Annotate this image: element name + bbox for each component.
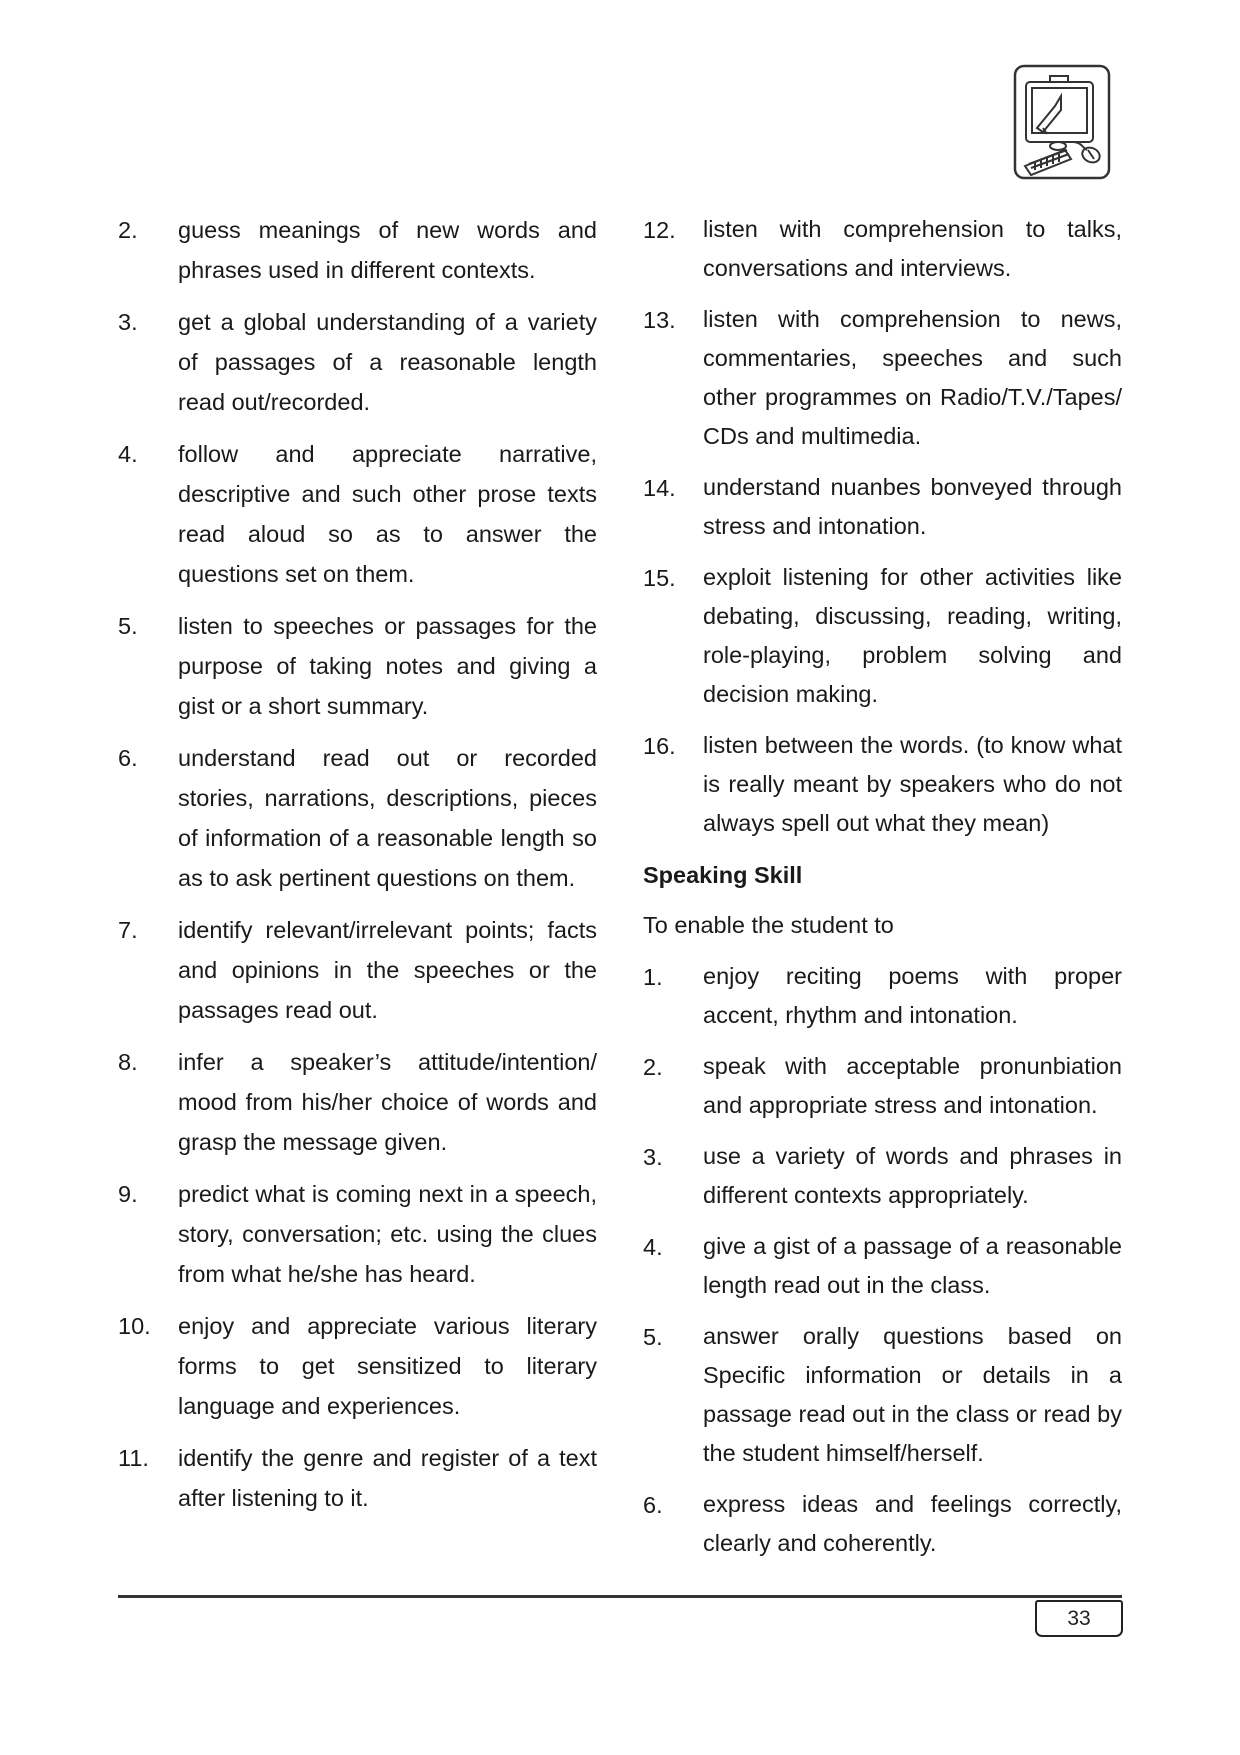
item-number: 13. xyxy=(643,307,676,333)
item-number: 9. xyxy=(118,1181,138,1207)
item-number: 7. xyxy=(118,917,138,943)
item-text: use a variety of words and phrases in different contexts appropriately. xyxy=(703,1143,1122,1208)
list-item xyxy=(118,910,597,1030)
item-text: listen between the words. (to know what is really meant by speakers who do not always spell out what they mean) xyxy=(703,732,1122,836)
item-number: 4. xyxy=(643,1234,663,1260)
list-item xyxy=(118,738,597,898)
list-item xyxy=(643,1137,1122,1215)
item-text: speak with acceptable pronunbiation and appropriate stress and intonation. xyxy=(703,1053,1122,1118)
list-item xyxy=(643,1317,1122,1473)
item-text: answer orally questions based on Specific information or details in a passage read out in the class or read by the student himself/herself. xyxy=(703,1323,1122,1466)
item-number: 14. xyxy=(643,475,676,501)
item-text: identify relevant/irrelevant points; facts and opinions in the speeches or the passages read out. xyxy=(178,917,597,1023)
list-item xyxy=(118,434,597,594)
item-number: 8. xyxy=(118,1049,138,1075)
item-number: 12. xyxy=(643,217,676,243)
item-text: listen to speeches or passages for the purpose of taking notes and giving a gist or a short summary. xyxy=(178,613,597,719)
item-text: listen with comprehension to talks, conversations and interviews. xyxy=(703,216,1122,281)
item-text: predict what is coming next in a speech, story, conversation; etc. using the clues from what he/she has heard. xyxy=(178,1181,597,1287)
item-text: understand read out or recorded stories, narrations, descriptions, pieces of information of a reasonable length so as to ask pertinent questions on them. xyxy=(178,745,597,891)
item-text: give a gist of a passage of a reasonable length read out in the class. xyxy=(703,1233,1122,1298)
item-text: express ideas and feelings correctly, clearly and coherently. xyxy=(703,1491,1122,1556)
item-number: 4. xyxy=(118,441,138,467)
list-item xyxy=(118,606,597,726)
item-number: 3. xyxy=(643,1144,663,1170)
item-text: listen with comprehension to news, commentaries, speeches and such other programmes on Radio/T.V./Tapes/ CDs and multimedia. xyxy=(703,306,1122,449)
item-number: 5. xyxy=(643,1324,663,1350)
list-item xyxy=(643,300,1122,456)
list-item xyxy=(118,1174,597,1294)
item-number: 10. xyxy=(118,1313,151,1339)
section-heading: Speaking Skill xyxy=(643,862,803,888)
list-item xyxy=(643,1227,1122,1305)
item-text: exploit listening for other activities like debating, discussing, reading, writing, role-playing, problem solving and decision making. xyxy=(703,564,1122,707)
item-text: understand nuanbes bonveyed through stress and intonation. xyxy=(703,474,1122,539)
list-item xyxy=(643,726,1122,843)
item-text: identify the genre and register of a text after listening to it. xyxy=(178,1445,597,1511)
item-text: get a global understanding of a variety of passages of a reasonable length read out/recorded. xyxy=(178,309,597,415)
item-number: 3. xyxy=(118,309,138,335)
list-item xyxy=(643,210,1122,288)
page-number: 33 xyxy=(1035,1600,1123,1637)
list-item xyxy=(643,1047,1122,1125)
footer-divider xyxy=(118,1595,1122,1598)
left-column xyxy=(118,210,597,1530)
list-item xyxy=(118,1042,597,1162)
item-text: guess meanings of new words and phrases used in different contexts. xyxy=(178,217,597,283)
list-item xyxy=(643,558,1122,714)
item-number: 11. xyxy=(118,1445,149,1471)
computer-drawing-icon xyxy=(1013,64,1111,180)
list-item xyxy=(118,210,597,290)
right-column xyxy=(643,210,1122,1575)
list-item xyxy=(643,1485,1122,1563)
list-item xyxy=(643,468,1122,546)
item-text: enjoy and appreciate various literary forms to get sensitized to literary language and experiences. xyxy=(178,1313,597,1419)
item-text: follow and appreciate narrative, descriptive and such other prose texts read aloud so as to answer the questions set on them. xyxy=(178,441,597,587)
item-number: 15. xyxy=(643,565,676,591)
list-item xyxy=(118,302,597,422)
section-intro: To enable the student to xyxy=(643,912,894,938)
item-number: 6. xyxy=(118,745,138,771)
item-text: infer a speaker’s attitude/intention/ mood from his/her choice of words and grasp the message given. xyxy=(178,1049,597,1155)
item-number: 2. xyxy=(118,217,138,243)
list-item xyxy=(118,1438,597,1518)
list-item xyxy=(643,957,1122,1035)
item-number: 6. xyxy=(643,1492,663,1518)
list-item xyxy=(118,1306,597,1426)
item-number: 1. xyxy=(643,964,663,990)
item-number: 2. xyxy=(643,1054,663,1080)
item-text: enjoy reciting poems with proper accent, rhythm and intonation. xyxy=(703,963,1122,1028)
item-number: 16. xyxy=(643,733,676,759)
item-number: 5. xyxy=(118,613,138,639)
